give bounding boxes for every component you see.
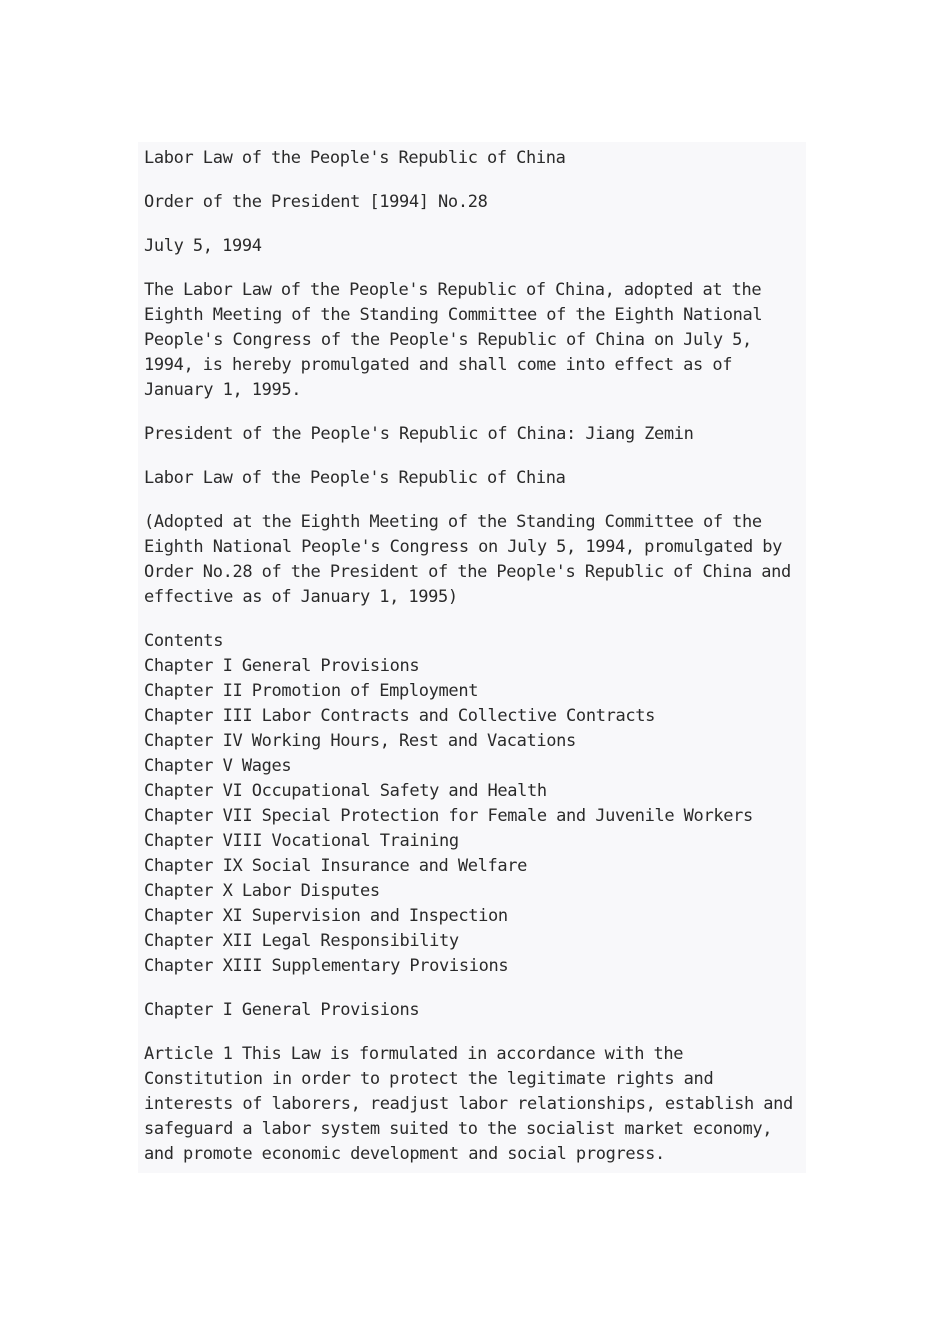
toc-item: Chapter XI Supervision and Inspection: [144, 906, 508, 926]
toc-item: Chapter VI Occupational Safety and Health: [144, 781, 547, 801]
document-title: Labor Law of the People's Republic of China: [144, 148, 566, 168]
law-title: Labor Law of the People's Republic of China: [144, 468, 566, 488]
toc-item: Chapter II Promotion of Employment: [144, 681, 479, 701]
toc-item: Chapter XII Legal Responsibility: [144, 931, 459, 951]
toc-item: Chapter VII Special Protection for Female and Juvenile Workers: [144, 806, 753, 826]
toc-item: Chapter IV Working Hours, Rest and Vacations: [144, 731, 576, 751]
toc-item: Chapter III Labor Contracts and Collective Contracts: [144, 706, 656, 726]
toc-item: Chapter I General Provisions: [144, 656, 420, 676]
toc-item: Chapter V Wages: [144, 756, 292, 776]
contents-heading: Contents: [144, 631, 224, 651]
presidential-order-number: Order of the President [1994] No.28: [144, 192, 488, 212]
signatory-line: President of the People's Republic of China: Jiang Zemin: [144, 424, 694, 444]
toc-item: Chapter X Labor Disputes: [144, 881, 380, 901]
toc-item: Chapter VIII Vocational Training: [144, 831, 459, 851]
adoption-note: (Adopted at the Eighth Meeting of the Standing Committee of the Eighth National People's Congress on July 5, 1994, promulgated by Order No.28 of the President of the People's Republic of China and effective as of January 1, 1995): [144, 512, 801, 607]
document-body: [138, 142, 806, 1173]
order-date: July 5, 1994: [144, 236, 262, 256]
table-of-contents: [144, 629, 806, 979]
toc-item: Chapter IX Social Insurance and Welfare: [144, 856, 528, 876]
chapter-heading: Chapter I General Provisions: [144, 1000, 420, 1020]
article-paragraph: Article 1 This Law is formulated in accordance with the Constitution in order to protect the legitimate rights and interests of laborers, readjust labor relationships, establish and safeguard a labor system suited to the socialist market economy, and promote economic development and social progress.: [144, 1044, 803, 1164]
promulgation-statement: The Labor Law of the People's Republic of China, adopted at the Eighth Meeting of the Standing Committee of the Eighth National People's Congress of the People's Republic of China on July 5, 1994, is hereby promulgated and shall come into effect as of January 1, 1995.: [144, 280, 772, 400]
toc-item: Chapter XIII Supplementary Provisions: [144, 956, 509, 976]
